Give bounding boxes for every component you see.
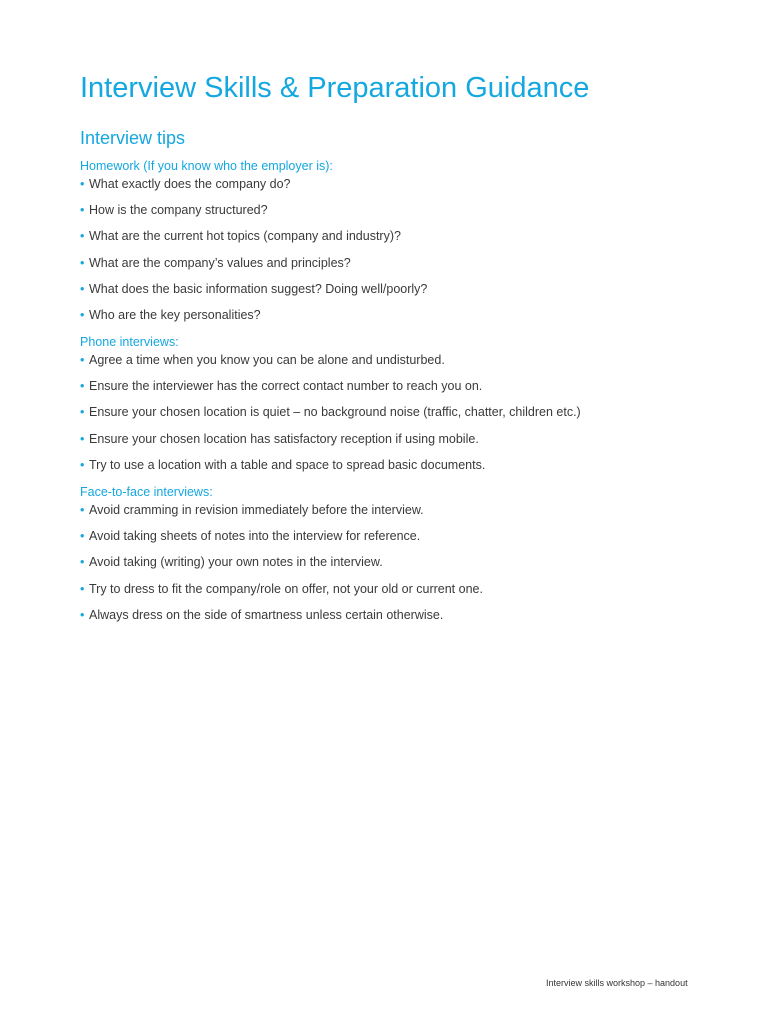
list-item-text: Try to dress to fit the company/role on offer, not your old or current one. — [89, 581, 483, 596]
list-item-text: How is the company structured? — [89, 203, 268, 218]
list-item — [80, 175, 333, 201]
phone-interviews-heading: Phone interviews: — [80, 335, 179, 349]
list-item — [80, 306, 333, 332]
list-item — [80, 527, 421, 553]
list-item-text: Ensure the interviewer has the correct contact number to reach you on. — [89, 379, 483, 394]
bullet-icon: • — [80, 255, 85, 270]
list-item — [80, 501, 424, 527]
list-item — [80, 606, 444, 632]
list-item — [80, 227, 401, 253]
list-item-text: Try to use a location with a table and space to spread basic documents. — [89, 457, 486, 472]
bullet-icon: • — [80, 555, 85, 570]
list-item-text: Agree a time when you know you can be alone and undisturbed. — [89, 353, 445, 367]
list-item-text: What are the current hot topics (company and industry)? — [89, 229, 401, 244]
list-item-text: Always dress on the side of smartness unless certain otherwise. — [89, 607, 444, 622]
bullet-icon: • — [80, 177, 85, 191]
list-item — [80, 403, 581, 429]
list-item-text: What are the company’s values and principles? — [89, 255, 351, 270]
list-item — [80, 553, 383, 579]
bullet-icon: • — [80, 405, 85, 420]
bullet-icon: • — [80, 229, 85, 244]
bullet-icon: • — [80, 607, 85, 622]
list-item — [80, 201, 333, 227]
bullet-icon: • — [80, 457, 85, 472]
bullet-icon: • — [80, 281, 85, 296]
list-item — [80, 580, 483, 606]
bullet-icon: • — [80, 529, 85, 544]
list-item — [80, 430, 479, 456]
bullet-icon: • — [80, 353, 85, 367]
list-item — [80, 456, 486, 482]
list-item-text: Avoid cramming in revision immediately before the interview. — [89, 503, 424, 517]
face-to-face-heading: Face-to-face interviews: — [80, 485, 213, 499]
list-item-text: Ensure your chosen location is quiet – no background noise (traffic, chatter, children etc.) — [89, 405, 581, 420]
list-item-text: Ensure your chosen location has satisfactory reception if using mobile. — [89, 431, 479, 446]
homework-section — [80, 158, 428, 332]
section-heading: Interview tips — [80, 128, 186, 148]
face-to-face-section — [80, 484, 483, 632]
bullet-icon: • — [80, 203, 85, 218]
homework-list — [80, 175, 428, 332]
bullet-icon: • — [80, 431, 85, 446]
phone-interviews-list — [80, 351, 581, 482]
face-to-face-list — [80, 501, 483, 632]
bullet-icon: • — [80, 379, 85, 394]
list-item — [80, 280, 428, 306]
phone-interviews-section — [80, 334, 581, 482]
list-item-text: Avoid taking sheets of notes into the interview for reference. — [89, 529, 421, 544]
list-item-text: Who are the key personalities? — [89, 307, 261, 322]
list-item-text: What does the basic information suggest? Doing well/poorly? — [89, 281, 428, 296]
list-item-text: What exactly does the company do? — [89, 177, 291, 191]
list-item-text: Avoid taking (writing) your own notes in the interview. — [89, 555, 383, 570]
homework-heading: Homework (If you know who the employer is): — [80, 159, 333, 173]
list-item — [80, 254, 351, 280]
list-item — [80, 351, 445, 377]
list-item — [80, 377, 483, 403]
bullet-icon: • — [80, 307, 85, 322]
bullet-icon: • — [80, 503, 85, 517]
page-footer: Interview skills workshop – handout — [546, 978, 688, 988]
document-title: Interview Skills & Preparation Guidance — [80, 72, 590, 104]
bullet-icon: • — [80, 581, 85, 596]
